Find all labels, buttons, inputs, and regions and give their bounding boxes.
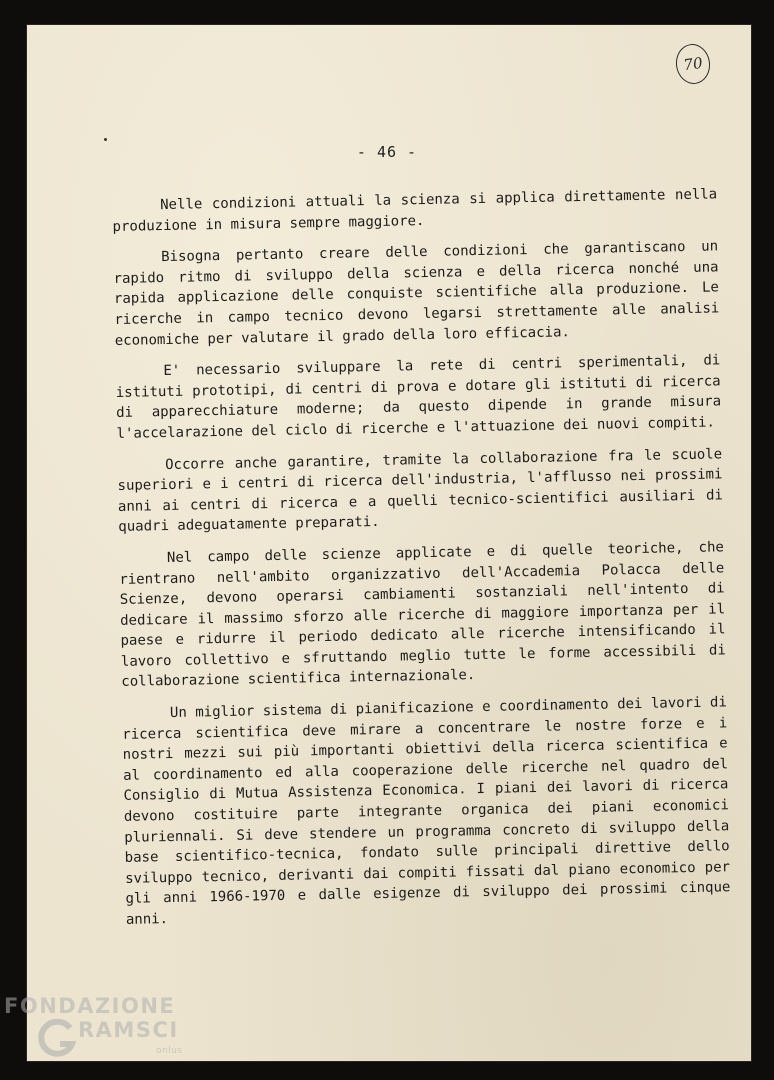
paragraph-1: Nelle condizioni attuali la scienza si applica direttamente nella produzione in misura sempre maggiore.	[112, 186, 718, 235]
paragraph-3: E' necessario sviluppare la rete di centri sperimentali, di istituti prototipi, di centri di prova e dotare gli istituti di ricerca di apparecchiature moderne; da questo dipende in grande misura l'accelarazione del ciclo di ricerche e l'attuazione dei nuovi compiti.	[115, 352, 722, 442]
fondazione-gramsci-watermark	[4, 994, 194, 1074]
page-number-text: 70	[682, 53, 704, 75]
document-body	[112, 184, 731, 941]
paragraph-4: Occorre anche garantire, tramite la collaborazione fra le scuole superiori e i centri di ricerca dell'industria, l'afflusso nei prossimi anni ai centri di ricerca e a quelli tecnico-scientifici ausiliari di quadri adeguatamente preparati.	[117, 445, 724, 536]
gramsci-g-logo-icon	[36, 1016, 80, 1060]
watermark-suffix: onlus	[156, 1046, 183, 1056]
watermark-line-1: FONDAZIONE	[4, 994, 176, 1018]
paragraph-5: Nel campo delle scienze applicate e di quelle teoriche, che rientrano nell'ambito organizzativo dell'Accademia Polacca delle Scienze, devono operarsi cambiamenti sostanziali nell'intento di dedicare il massimo sforzo alle ricerche di maggiore importanza per il paese e ridurre il periodo dedicato alle ricerche intensificando il lavoro collettivo e sfruttando meglio tutte le forme accessibili di collaborazione scientifica internazionale.	[119, 539, 726, 691]
page-header: - 46 -	[356, 143, 418, 161]
watermark-line-2: RAMSCI	[78, 1018, 179, 1042]
paragraph-2: Bisogna pertanto creare delle condizioni che garantiscano un rapido ritmo di sviluppo della scienza e della ricerca nonché una rapida applicazione delle conquiste scientifiche alla produzione. Le ricerche in campo tecnico devono legarsi strettamente alle analisi economiche per valutare il grado della loro efficacia.	[113, 238, 720, 349]
paragraph-6: Un miglior sistema di pianificazione e coordinamento dei lavori di ricerca scientifica deve mirare a concentrare le nostre forze e i nostri mezzi sui più importanti obiettivi della ricerca scientifica e al coordinamento ed alla cooperazione delle ricerche nel quadro del Consiglio di Mutua Assistenza Economica. I piani dei lavori di ricerca devono costituire parte integrante organica dei piani economici pluriennali. Si deve stendere un programma concreto di sviluppo della base scientifico-tecnica, fondato sulle principali direttive dello sviluppo tecnico, derivanti dai compiti fissati dal piano economico per gli anni 1966-1970 e dalle esigenze di sviluppo dei prossimi cinque anni.	[122, 694, 731, 928]
punch-mark	[104, 138, 107, 141]
